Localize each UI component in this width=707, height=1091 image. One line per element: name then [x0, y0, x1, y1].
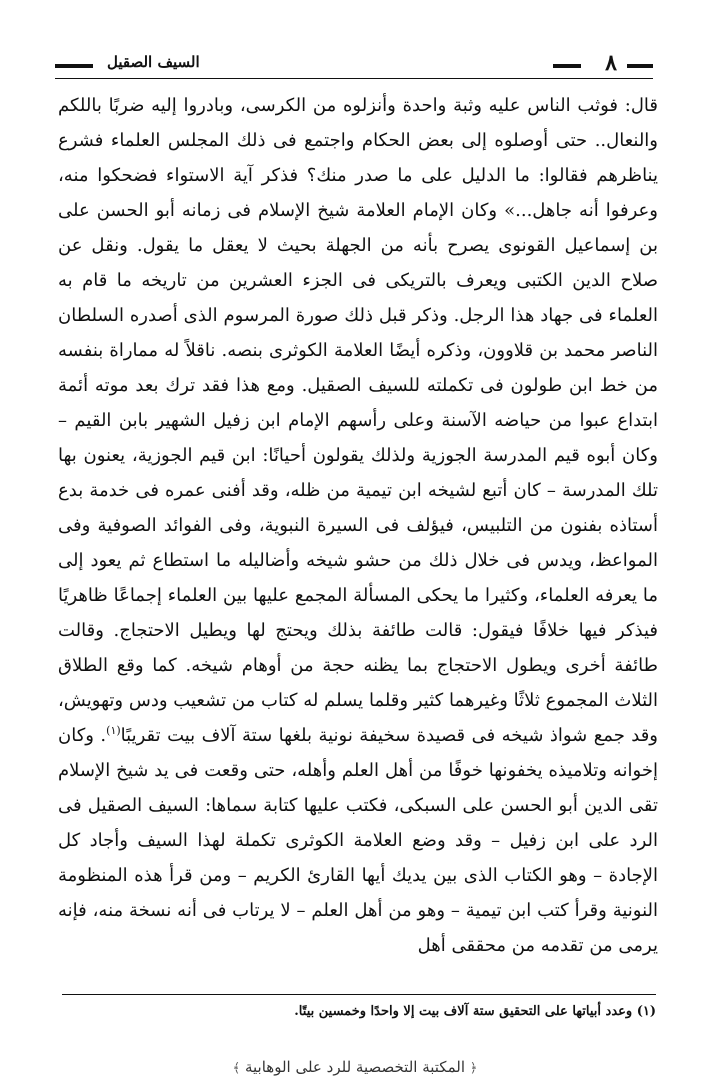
body-text-part-2: . وكان إخوانه وتلاميذه يخفونها خوفًا من أهل العلم وأهله، حتى وقعت فى يد شيخ الإسلام تقى الدين أبو الحسن على السبكى، فكتب عليها كتابة سماها: السيف الصقيل فى الرد على ابن زفيل – وقد وضع العلامة الكوثرى تكملة لهذا السيف وأجاد كل الإجادة – وهو الكتاب الذى بين يديك أيها القارئ الكريم – ومن قرأ هذه المنظومة النونية وقرأ كتب ابن تيمية – وهو من أهل العلم – لا يرتاب فى أنه نسخة منه، فإنه يرمى من تقدمه من محققى أهل — [58, 725, 658, 956]
footnote-marker[interactable]: (١) — [106, 724, 121, 737]
footnote-rule — [62, 994, 656, 995]
page-footer — [150, 1058, 560, 1076]
header-rule — [55, 78, 653, 79]
body-text-part-1: قال: فوثب الناس عليه وثبة واحدة وأنزلوه من الكرسى، وبادروا إليه ضربًا باللكم والنعال.. حتى أوصلوه إلى بعض الحكام واجتمع فى ذلك المجلس العلماء فشرع يناظرهم فقالوا: ما الدليل على ما صدر منك؟ فذكر آية الاستواء فضحكوا منه، وعرفوا أنه جاهل...» وكان الإمام العلامة شيخ الإسلام فى زمانه أبو الحسن على بن إسماعيل القونوى يصرح بأنه من الجهلة بحيث لا يعقل ما يقول. ونقل عن صلاح الدين الكتبى ويعرف بالتريكى فى الجزء العشرين من تاريخه ما قام به العلماء فى جهاد هذا الرجل. وذكر قبل ذلك صورة المرسوم الذى أصدره السلطان الناصر محمد بن قلاوون، وذكره أيضًا العلامة الكوثرى بنصه. ناقلاً له مماراة بنفسه من خط ابن طولون فى تكملته للسيف الصقيل. ومع هذا فقد ترك بعد موته أئمة ابتداع عبوا من حياضه الآسنة وعلى رأسهم الإمام ابن زفيل الشهير بابن القيم – وكان أبوه قيم المدرسة الجوزية ولذلك يقولون أحيانًا: ابن قيم الجوزية، يعنون بها تلك المدرسة – كان أتبع لشيخه ابن تيمية من ظله، وقد أفنى عمره فى خدمة بدع أستاذه بفنون من التلبيس، فيؤلف فى السيرة النبوية، وفى الفوائد الصوفية وفى المواعظ، ويدس فى خلال ذلك من حشو شيخه وأضاليله ما استطاع ثم يعود إلى ما يعرفه العلماء، وكثيرا ما يحكى المسألة المجمع عليها بين العلماء إجماعًا ظاهريًا فيذكر فيها خلافًا فيقول: قالت طائفة بذلك ويحتج لها ويطيل الاحتجاج. وقالت طائفة أخرى ويطول الاحتجاج بما يظنه حجة من أوهام شيخه. كما وقع الطلاق الثلاث المجموع ثلاثًا وغيرهما كثير وقلما يسلم له كتاب من تشعيب ودس وتهويش، وقد جمع شواذ شيخه فى قصيدة سخيفة نونية بلغها ستة آلاف بيت تقريبًا — [58, 95, 658, 746]
running-title: السيف الصقيل — [107, 53, 200, 71]
header-dash-left — [55, 64, 93, 68]
ornament-icon-right: ﴿ — [469, 1061, 478, 1076]
header-dash-right — [627, 64, 653, 68]
footer-text: المكتبة التخصصية للرد على الوهابية — [244, 1058, 465, 1076]
page-header — [55, 50, 653, 80]
ornament-icon-left: ﴾ — [232, 1061, 241, 1076]
body-text — [58, 88, 658, 963]
page-number: ٨ — [605, 50, 617, 76]
footnote: (١) وعدد أبياتها على التحقيق ستة آلاف بيت إلا واحدًا وخمسين بيتًا. — [294, 1004, 656, 1019]
body-paragraph — [58, 88, 658, 963]
header-dash-middle — [553, 64, 581, 68]
